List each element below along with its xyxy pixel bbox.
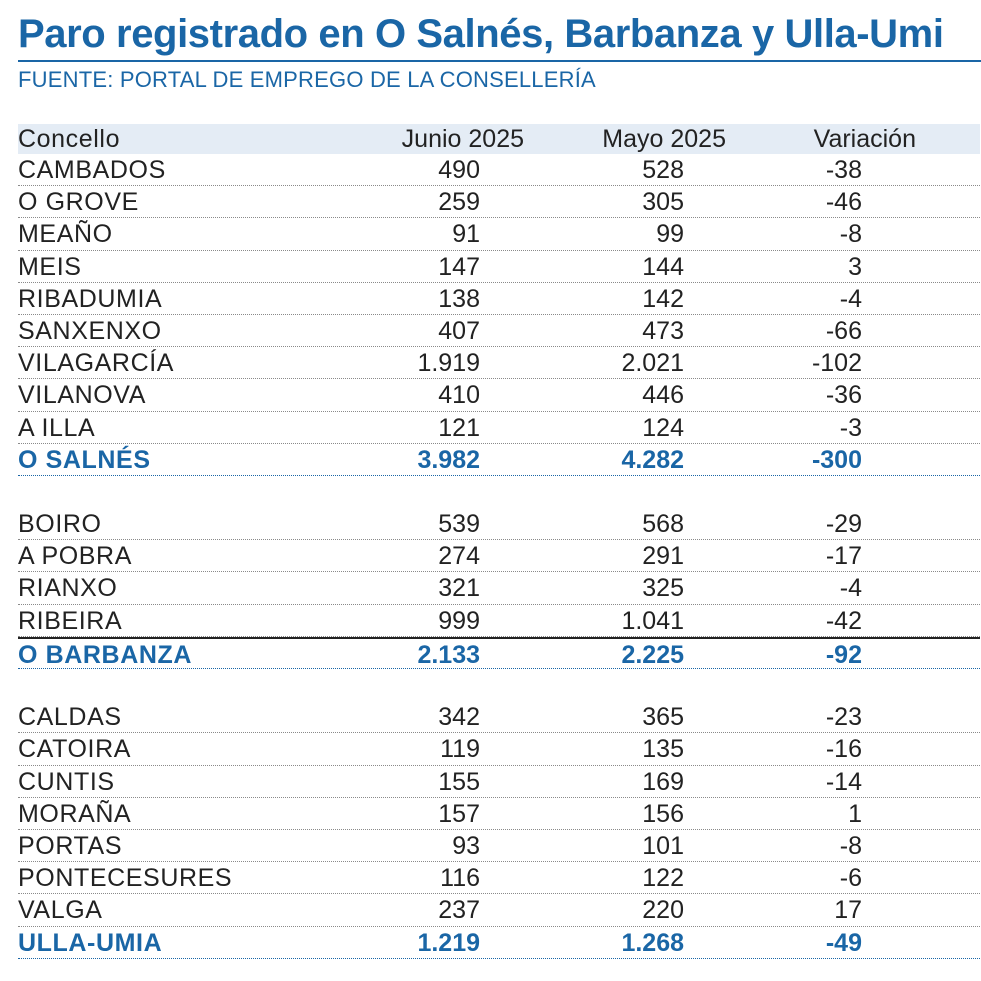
- table-row: [18, 412, 980, 444]
- table-row: [18, 154, 980, 186]
- cell-variacion: -42: [825, 606, 862, 635]
- cell-mayo: 135: [642, 735, 684, 764]
- cell-junio: 116: [440, 864, 480, 893]
- cell-mayo: 4.282: [621, 445, 684, 474]
- cell-concello: A ILLA: [18, 413, 96, 442]
- table-row: [18, 894, 980, 926]
- cell-variacion: -102: [811, 349, 862, 378]
- cell-concello: MORAÑA: [18, 799, 132, 828]
- table-row: [18, 508, 980, 540]
- cell-concello: BOIRO: [18, 510, 102, 539]
- total-row-barbanza: [18, 637, 980, 669]
- cell-concello: MEIS: [18, 252, 82, 281]
- header-variacion: Variación: [813, 125, 916, 153]
- cell-variacion: -8: [839, 220, 862, 249]
- table-row: [18, 540, 980, 572]
- cell-variacion: -29: [825, 510, 862, 539]
- cell-variacion: 3: [848, 252, 862, 281]
- table-body: [18, 154, 980, 959]
- cell-variacion: -3: [839, 413, 862, 442]
- cell-junio: 259: [438, 188, 480, 217]
- cell-concello: ULLA-UMIA: [18, 928, 163, 957]
- table-header: [18, 124, 980, 154]
- table-row: [18, 605, 980, 637]
- table-row: [18, 315, 980, 347]
- cell-mayo: 2.021: [621, 349, 684, 378]
- cell-variacion: -300: [811, 445, 862, 474]
- cell-concello: PONTECESURES: [18, 864, 233, 893]
- group-spacer: [18, 669, 980, 701]
- cell-junio: 539: [438, 510, 480, 539]
- cell-mayo: 2.225: [621, 640, 684, 669]
- cell-concello: PORTAS: [18, 831, 123, 860]
- cell-variacion: -8: [839, 831, 862, 860]
- cell-mayo: 291: [642, 542, 684, 571]
- cell-mayo: 124: [642, 413, 684, 442]
- table-row: [18, 218, 980, 250]
- cell-concello: CAMBADOS: [18, 156, 166, 184]
- cell-variacion: -38: [825, 156, 862, 184]
- cell-concello: RIANXO: [18, 574, 118, 603]
- cell-mayo: 325: [642, 574, 684, 603]
- cell-variacion: -92: [825, 640, 862, 669]
- cell-mayo: 568: [642, 510, 684, 539]
- cell-mayo: 220: [642, 896, 684, 925]
- cell-junio: 274: [438, 542, 480, 571]
- table-row: [18, 186, 980, 218]
- table-row: [18, 733, 980, 765]
- chart-title: Paro registrado en O Salnés, Barbanza y Ulla-Umi: [18, 12, 944, 56]
- cell-variacion: 17: [834, 896, 862, 925]
- cell-junio: 410: [438, 381, 480, 410]
- cell-concello: SANXENXO: [18, 316, 162, 345]
- cell-mayo: 305: [642, 188, 684, 217]
- header-junio: Junio 2025: [401, 125, 524, 153]
- cell-concello: O SALNÉS: [18, 445, 151, 474]
- table-row: [18, 830, 980, 862]
- cell-variacion: -4: [839, 284, 862, 313]
- cell-concello: O BARBANZA: [18, 640, 193, 669]
- cell-variacion: 1: [848, 799, 862, 828]
- cell-concello: VILANOVA: [18, 381, 146, 410]
- cell-concello: RIBADUMIA: [18, 284, 163, 313]
- cell-junio: 155: [438, 767, 480, 796]
- cell-junio: 2.133: [417, 640, 480, 669]
- cell-mayo: 169: [642, 767, 684, 796]
- cell-variacion: -16: [825, 735, 862, 764]
- cell-junio: 490: [438, 156, 480, 184]
- cell-junio: 237: [438, 896, 480, 925]
- table-row: [18, 701, 980, 733]
- total-row-ulla-umia: [18, 927, 980, 959]
- cell-variacion: -14: [825, 767, 862, 796]
- table-row: [18, 862, 980, 894]
- header-concello: Concello: [18, 125, 121, 153]
- cell-junio: 119: [440, 735, 480, 764]
- cell-concello: CATOIRA: [18, 735, 132, 764]
- cell-junio: 3.982: [417, 445, 480, 474]
- cell-concello: CUNTIS: [18, 767, 115, 796]
- cell-mayo: 101: [642, 831, 684, 860]
- title-divider: [18, 60, 981, 62]
- table-row: [18, 379, 980, 411]
- cell-mayo: 446: [642, 381, 684, 410]
- cell-junio: 138: [438, 284, 480, 313]
- cell-mayo: 365: [642, 703, 684, 732]
- cell-mayo: 1.041: [621, 606, 684, 635]
- cell-junio: 91: [452, 220, 480, 249]
- cell-variacion: -17: [825, 542, 862, 571]
- cell-concello: CALDAS: [18, 703, 122, 732]
- table-row: [18, 572, 980, 604]
- cell-variacion: -66: [825, 316, 862, 345]
- cell-junio: 157: [438, 799, 480, 828]
- cell-junio: 999: [438, 606, 480, 635]
- cell-junio: 147: [438, 252, 480, 281]
- cell-mayo: 156: [642, 799, 684, 828]
- cell-junio: 1.219: [417, 928, 480, 957]
- cell-junio: 407: [438, 316, 480, 345]
- cell-variacion: -6: [839, 864, 862, 893]
- cell-variacion: -23: [825, 703, 862, 732]
- cell-concello: MEAÑO: [18, 220, 113, 249]
- cell-mayo: 144: [642, 252, 684, 281]
- cell-junio: 1.919: [417, 349, 480, 378]
- cell-mayo: 528: [642, 156, 684, 184]
- unemployment-table: [18, 124, 980, 959]
- cell-mayo: 142: [642, 284, 684, 313]
- cell-mayo: 473: [642, 316, 684, 345]
- table-row: [18, 251, 980, 283]
- cell-concello: O GROVE: [18, 188, 139, 217]
- cell-junio: 321: [438, 574, 480, 603]
- cell-concello: RIBEIRA: [18, 606, 123, 635]
- cell-mayo: 1.268: [621, 928, 684, 957]
- cell-junio: 342: [438, 703, 480, 732]
- header-mayo: Mayo 2025: [602, 125, 726, 153]
- cell-concello: A POBRA: [18, 542, 132, 571]
- cell-junio: 121: [438, 413, 480, 442]
- table-row: [18, 347, 980, 379]
- table-row: [18, 283, 980, 315]
- cell-variacion: -36: [825, 381, 862, 410]
- total-row-salnes: [18, 444, 980, 476]
- cell-junio: 93: [452, 831, 480, 860]
- cell-concello: VALGA: [18, 896, 103, 925]
- cell-mayo: 99: [656, 220, 684, 249]
- cell-concello: VILAGARCÍA: [18, 349, 175, 378]
- cell-variacion: -4: [839, 574, 862, 603]
- cell-variacion: -49: [825, 928, 862, 957]
- group-spacer: [18, 476, 980, 508]
- table-row: [18, 766, 980, 798]
- cell-variacion: -46: [825, 188, 862, 217]
- source-note: FUENTE: PORTAL DE EMPREGO DE LA CONSELLERÍA: [18, 67, 596, 92]
- cell-mayo: 122: [642, 864, 684, 893]
- table-row: [18, 798, 980, 830]
